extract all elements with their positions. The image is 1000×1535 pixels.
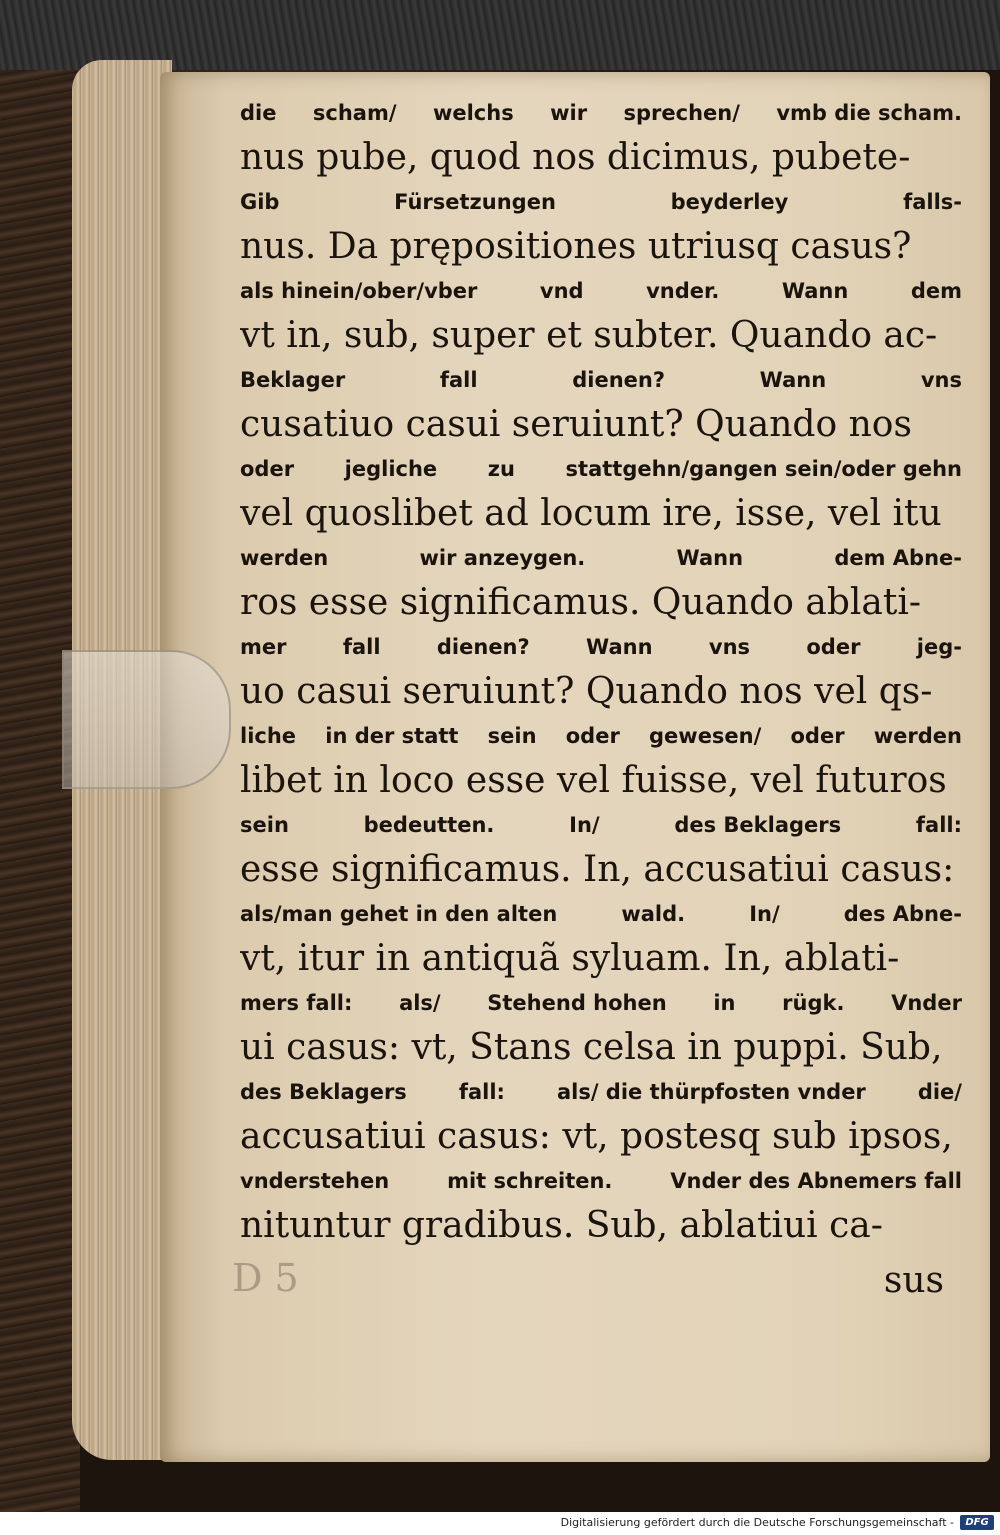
german-text-line xyxy=(240,808,962,842)
text-segment: nituntur gradibus. Sub, ablatiui ca- xyxy=(240,1205,883,1246)
german-text-line xyxy=(240,452,962,486)
text-segment: vel quoslibet ad locum ire, isse, vel itu xyxy=(240,493,942,534)
text-segment: oder xyxy=(806,635,861,659)
german-text-line xyxy=(240,630,962,664)
latin-text-line xyxy=(240,308,962,363)
text-segment: vnd xyxy=(539,279,584,303)
latin-text-line xyxy=(240,931,962,986)
text-segment: esse significamus. In, accusatiui casus: xyxy=(240,849,955,890)
text-segment: jeg- xyxy=(916,635,962,659)
text-segment: Vnder xyxy=(891,991,962,1015)
text-segment: fall: xyxy=(458,1080,505,1104)
text-segment: Wann xyxy=(759,368,827,392)
text-segment: die/ xyxy=(917,1080,962,1104)
text-segment: Beklager xyxy=(240,368,346,392)
catchword: sus xyxy=(883,1260,944,1301)
text-segment: gewesen/ xyxy=(649,724,762,748)
text-segment: nus pube, quod nos dicimus, pubete- xyxy=(240,137,911,178)
latin-text-line xyxy=(240,397,962,452)
text-segment: sein xyxy=(487,724,537,748)
text-segment: oder xyxy=(565,724,620,748)
latin-text-line xyxy=(240,1109,962,1164)
text-segment: Stehend hohen xyxy=(487,991,667,1015)
text-segment: vmb die scham. xyxy=(776,101,962,125)
text-segment: In/ xyxy=(749,902,780,926)
text-segment: dienen? xyxy=(572,368,666,392)
german-text-line xyxy=(240,363,962,397)
text-segment: werden xyxy=(240,546,329,570)
text-segment: falls- xyxy=(903,190,962,214)
text-segment: dienen? xyxy=(436,635,530,659)
latin-text-line xyxy=(240,1198,962,1253)
text-segment: rügk. xyxy=(782,991,845,1015)
text-segment: Fürsetzungen xyxy=(394,190,556,214)
latin-text-line xyxy=(240,486,962,541)
text-segment: als hinein/ober/vber xyxy=(240,279,478,303)
plastic-clip xyxy=(62,650,231,789)
german-text-line xyxy=(240,1075,962,1109)
text-segment: mer xyxy=(240,635,287,659)
german-text-line xyxy=(240,96,962,130)
text-segment: Wann xyxy=(586,635,653,659)
text-segment: mit schreiten. xyxy=(447,1169,613,1193)
text-segment: sprechen/ xyxy=(623,101,740,125)
text-segment: wir anzeygen. xyxy=(419,546,586,570)
latin-text-line xyxy=(240,1020,962,1075)
german-text-line xyxy=(240,274,962,308)
text-segment: wald. xyxy=(621,902,686,926)
text-segment: vns xyxy=(920,368,962,392)
text-segment: vnder. xyxy=(646,279,720,303)
text-segment: stattgehn/gangen sein/oder gehn xyxy=(565,457,962,481)
text-segment: liche xyxy=(240,724,297,748)
text-segment: als/ die thürpfosten vnder xyxy=(556,1080,866,1104)
text-segment: nus. Da prępositiones utriusq casus? xyxy=(240,226,912,267)
footer-bar xyxy=(0,1512,1000,1535)
text-segment: ui casus: vt, Stans celsa in puppi. Sub, xyxy=(240,1027,943,1068)
text-segment: wir xyxy=(550,101,588,125)
text-segment: sein xyxy=(240,813,289,837)
latin-text-line xyxy=(240,664,962,719)
german-text-line xyxy=(240,719,962,753)
text-segment: libet in loco esse vel fuisse, vel futuros xyxy=(240,760,947,801)
text-segment: cusatiuo casui seruiunt? Quando nos xyxy=(240,404,912,445)
text-segment: vt, itur in antiquã syluam. In, ablati- xyxy=(240,938,900,979)
text-segment: werden xyxy=(873,724,962,748)
latin-text-line xyxy=(240,219,962,274)
text-segment: Gib xyxy=(240,190,280,214)
signature-mark: D 5 xyxy=(232,1256,299,1300)
text-segment: fall xyxy=(342,635,381,659)
text-segment: Wann xyxy=(676,546,744,570)
text-segment: vnderstehen xyxy=(240,1169,390,1193)
text-segment: mers fall: xyxy=(240,991,353,1015)
german-text-line xyxy=(240,1164,962,1198)
text-segment: Wann xyxy=(781,279,849,303)
latin-text-line xyxy=(240,842,962,897)
text-segment: als/man gehet in den alten xyxy=(240,902,558,926)
text-segment: Vnder des Abnemers fall xyxy=(670,1169,962,1193)
text-segment: zu xyxy=(487,457,515,481)
text-segment: in xyxy=(713,991,736,1015)
latin-text-line xyxy=(240,753,962,808)
text-segment: uo casui seruiunt? Quando nos vel qs- xyxy=(240,671,933,712)
latin-text-line xyxy=(240,575,962,630)
text-segment: fall: xyxy=(915,813,962,837)
latin-text-line xyxy=(240,130,962,185)
german-text-line xyxy=(240,986,962,1020)
text-segment: dem Abne- xyxy=(834,546,962,570)
dfg-logo: DFG xyxy=(960,1515,994,1530)
text-segment: dem xyxy=(910,279,962,303)
german-text-line xyxy=(240,897,962,931)
text-segment: In/ xyxy=(569,813,600,837)
text-segment: des Beklagers xyxy=(674,813,842,837)
text-segment: accusatiui casus: vt, postesq sub ipsos, xyxy=(240,1116,953,1157)
text-segment: oder xyxy=(240,457,295,481)
text-segment: als/ xyxy=(399,991,441,1015)
catchword-line xyxy=(240,1253,962,1308)
text-segment: jegliche xyxy=(344,457,438,481)
page-text xyxy=(240,96,962,1308)
text-segment: vns xyxy=(708,635,751,659)
text-segment: beyderley xyxy=(670,190,789,214)
text-segment: oder xyxy=(790,724,845,748)
text-segment: bedeutten. xyxy=(363,813,495,837)
text-segment: die xyxy=(240,101,277,125)
text-segment: ros esse significamus. Quando ablati- xyxy=(240,582,921,623)
text-segment: scham/ xyxy=(312,101,397,125)
text-segment: vt in, sub, super et subter. Quando ac- xyxy=(240,315,938,356)
text-segment: welchs xyxy=(432,101,514,125)
german-text-line xyxy=(240,185,962,219)
funding-credit: Digitalisierung gefördert durch die Deutsche Forschungsgemeinschaft - xyxy=(560,1516,954,1529)
text-segment: fall xyxy=(439,368,478,392)
text-segment: des Abne- xyxy=(843,902,962,926)
german-text-line xyxy=(240,541,962,575)
text-segment: des Beklagers xyxy=(240,1080,407,1104)
text-segment: in der statt xyxy=(325,724,459,748)
